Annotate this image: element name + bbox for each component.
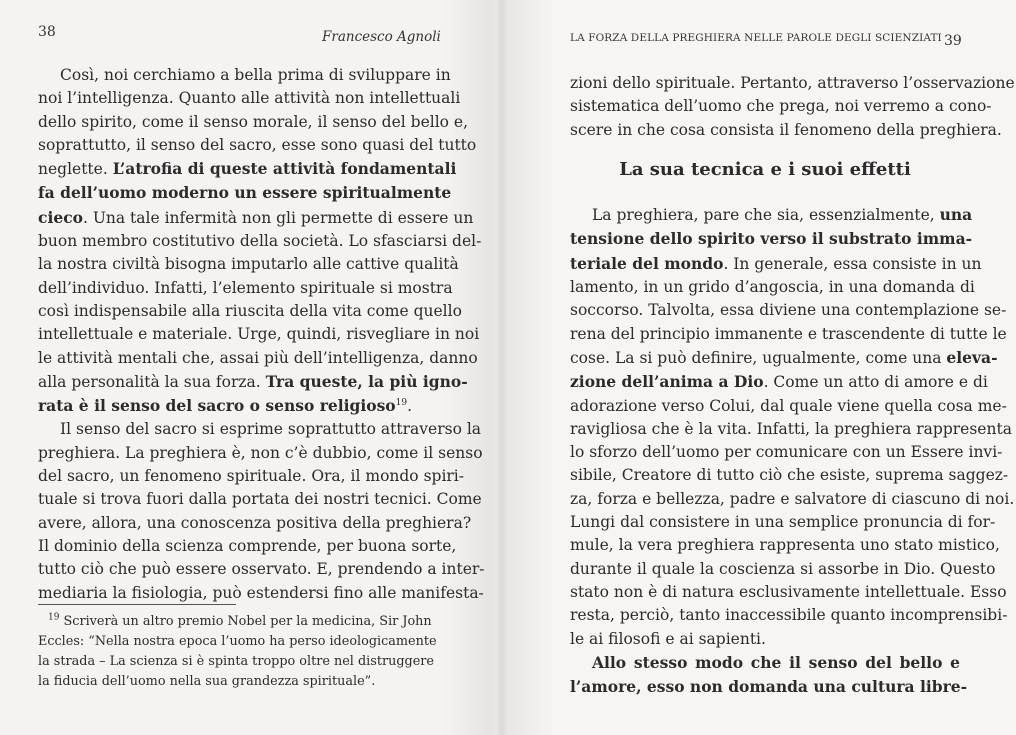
text-line: zioni dello spirituale. Pertanto, attraverso l’osservazione	[570, 74, 1015, 92]
text-line: mule, la vera preghiera rappresenta uno stato mistico,	[570, 536, 1000, 555]
text-line: zione dell’anima a Dio. Come un atto di amore e di	[570, 372, 988, 392]
text-line: cose. La si può definire, ugualmente, come una eleva-	[570, 347, 998, 367]
footnote-line: Eccles: “Nella nostra epoca l’uomo ha perso ideologicamente	[38, 634, 437, 649]
footnote-number: 19	[48, 612, 60, 623]
text-line: rata è il senso del sacro o senso religioso$^{19}$.	[38, 396, 413, 416]
text-line: alla personalità la sua forza. Tra queste, la più igno-	[38, 371, 468, 391]
footnote	[38, 612, 437, 692]
running-head-author: Francesco Agnoli	[322, 29, 441, 45]
text-line: teriale del mondo. In generale, essa consiste in un	[570, 253, 982, 273]
text-line: neglette. L’atrofia di queste attività fondamentali	[38, 159, 457, 179]
text-line: Così, noi cerchiamo a bella prima di sviluppare in	[60, 66, 451, 84]
text-line: sibile, Creatore di tutto ciò che esiste, suprema saggez-	[570, 466, 1009, 485]
text-line: Lungi dal consistere in una semplice pronuncia di for-	[570, 513, 996, 532]
text-line: La preghiera, pare che sia, essenzialmente, una	[592, 205, 973, 225]
text-line: le attività mentali che, assai più dell’intelligenza, danno	[38, 348, 478, 367]
text-line: mediaria la fisiologia, può estendersi fino alle manifesta-	[38, 583, 484, 602]
text-line: scere in che cosa consista il fenomeno della preghiera.	[570, 120, 1002, 139]
text-line: dello spirito, come il senso morale, il senso del bello e,	[38, 112, 469, 131]
left-page	[0, 0, 502, 735]
text-line: la nostra civiltà bisogna imputarlo alle cattive qualità	[38, 255, 459, 274]
text-line: Il dominio della scienza comprende, per buona sorte,	[38, 536, 457, 555]
text-line: l’amore, esso non domanda una cultura libre-	[570, 677, 968, 697]
text-line: soccorso. Talvolta, essa diviene una contemplazione se-	[570, 301, 1007, 320]
page-number-left: 38	[38, 24, 56, 40]
text-line: resta, perciò, tanto inaccessibile quanto incomprensibi-	[570, 606, 1008, 625]
text-line: cieco. Una tale infermità non gli permette di essere un	[38, 207, 474, 227]
text-line: durante il quale la coscienza si assorbe in Dio. Questo	[570, 559, 996, 578]
text-line: za, forza e bellezza, padre e salvatore di ciascuno di noi.	[570, 489, 1015, 508]
text-line: noi l’intelligenza. Quanto alle attività non intellettuali	[38, 89, 461, 108]
footnote-line: la strada – La scienza si è spinta troppo oltre nel distruggere	[38, 654, 434, 669]
footnote-line: $^{19}$ Scriverà un altro premio Nobel per la medicina, Sir John	[48, 612, 432, 629]
footnote-ref: 19	[395, 398, 408, 408]
footnote-divider	[38, 604, 236, 605]
text-line: lo sforzo dell’uomo per comunicare con un Essere invi-	[570, 443, 1003, 462]
text-line: intellettuale e materiale. Urge, quindi, risvegliare in noi	[38, 325, 480, 344]
text-line: rena del principio immanente e trascendente di tutte le	[570, 324, 1007, 343]
text-line: le ai filosofi e ai sapienti.	[570, 629, 766, 648]
left-body-text	[38, 64, 485, 605]
section-heading: La sua tecnica e i suoi effetti	[619, 158, 911, 180]
text-line: Il senso del sacro si esprime soprattutto attraverso la	[60, 420, 482, 439]
running-head-chapter: LA FORZA DELLA PREGHIERA NELLE PAROLE DEGLI SCIENZIATI	[570, 32, 942, 44]
text-line: dell’individuo. Infatti, l’elemento spirituale si mostra	[38, 278, 453, 297]
text-line: tutto ciò che può essere osservato. E, prendendo a inter-	[38, 560, 485, 579]
text-line: Allo stesso modo che il senso del bello e	[592, 652, 960, 672]
text-line: adorazione verso Colui, dal quale viene quella cosa me-	[570, 396, 1007, 415]
text-line: fa dell’uomo moderno un essere spiritualmente	[38, 183, 452, 203]
text-line: tensione dello spirito verso il substrato imma-	[570, 229, 973, 249]
text-line: così indispensabile alla riuscita della vita come quello	[38, 301, 462, 320]
book-gutter	[494, 0, 510, 735]
text-line: del sacro, un fenomeno spirituale. Ora, il mondo spiri-	[38, 467, 465, 486]
text-line: sistematica dell’uomo che prega, noi verremo a cono-	[570, 97, 992, 116]
text-line: soprattutto, il senso del sacro, esse sono quasi del tutto	[38, 135, 477, 154]
text-line: stato non è di natura esclusivamente intellettuale. Esso	[570, 582, 1007, 601]
text-line: tuale si trova fuori dalla portata dei nostri tecnici. Come	[38, 490, 482, 509]
text-line: preghiera. La preghiera è, non c’è dubbio, come il senso	[38, 443, 483, 462]
page-number-right: 39	[944, 33, 962, 49]
text-line: lamento, in un grido d’angoscia, in una domanda di	[570, 278, 975, 297]
footnote-line: la fiducia dell’uomo nella sua grandezza spirituale”.	[38, 674, 376, 689]
text-line: avere, allora, una conoscenza positiva della preghiera?	[38, 513, 472, 532]
text-line: buon membro costitutivo della società. Lo sfasciarsi del-	[38, 232, 482, 251]
text-line: ravigliosa che è la vita. Infatti, la preghiera rappresenta	[570, 419, 1012, 438]
right-body-text	[570, 72, 1015, 699]
